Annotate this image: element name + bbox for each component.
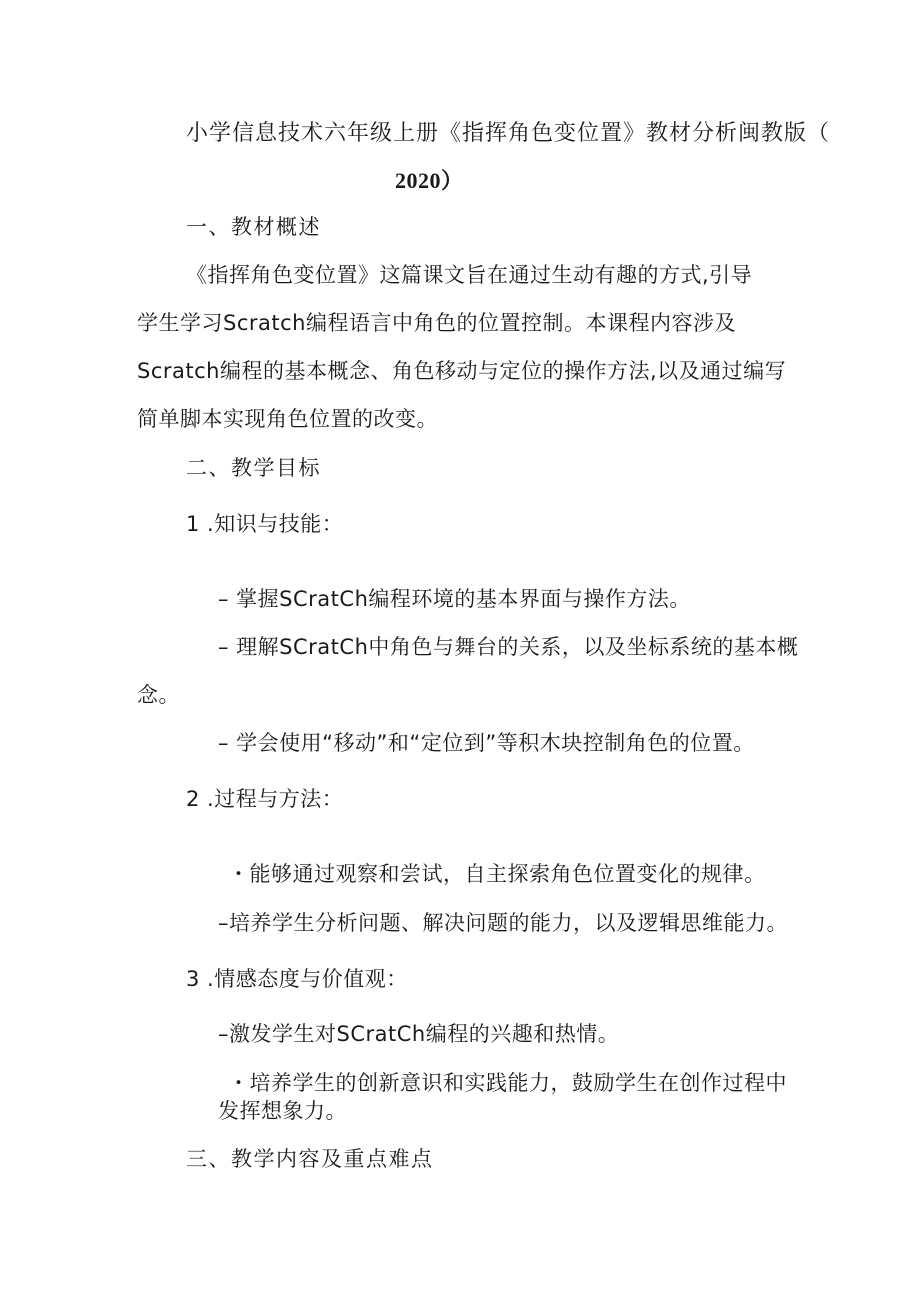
goal-3-item-2-line-1: ・培养学生的创新意识和实践能力，鼓励学生在创作过程中	[228, 1071, 787, 1095]
goal-2-item-1: ・能够通过观察和尝试，自主探索角色位置变化的规律。	[228, 862, 766, 886]
goal-1-item-1: – 掌握SCratCh编程环境的基本界面与操作方法。	[218, 587, 691, 611]
section-heading-content: 三、教学内容及重点难点	[186, 1147, 434, 1171]
overview-paragraph-line-3: Scratch编程的基本概念、角色移动与定位的操作方法,以及通过编写	[137, 359, 787, 383]
goal-2-item-2: –培养学生分析问题、解决问题的能力，以及逻辑思维能力。	[218, 911, 788, 935]
goal-1-item-2-line-1: – 理解SCratCh中角色与舞台的关系，以及坐标系统的基本概	[218, 635, 799, 659]
goal-1-item-2-line-2: 念。	[137, 683, 180, 707]
overview-paragraph-line-1: 《指挥角色变位置》这篇课文旨在通过生动有趣的方式,引导	[186, 263, 753, 287]
goal-1-title: 1 .知识与技能：	[186, 512, 344, 536]
document-title-line-2: 2020）	[395, 168, 464, 193]
goal-2-title: 2 .过程与方法：	[186, 787, 344, 811]
goal-3-title: 3 .情感态度与价值观：	[186, 967, 408, 991]
overview-paragraph-line-2: 学生学习Scratch编程语言中角色的位置控制。本课程内容涉及	[137, 311, 736, 335]
document-title-line-1: 小学信息技术六年级上册《指挥角色变位置》教材分析闽教版（	[186, 121, 831, 146]
overview-paragraph-line-4: 简单脚本实现角色位置的改变。	[137, 407, 438, 431]
goal-3-item-1: –激发学生对SCratCh编程的兴趣和热情。	[218, 1022, 620, 1046]
section-heading-goals: 二、教学目标	[186, 456, 321, 480]
goal-1-item-3: – 学会使用“移动”和“定位到”等积木块控制角色的位置。	[218, 731, 755, 755]
section-heading-overview: 一、教材概述	[186, 215, 321, 239]
goal-3-item-2-line-2: 发挥想象力。	[218, 1099, 347, 1123]
